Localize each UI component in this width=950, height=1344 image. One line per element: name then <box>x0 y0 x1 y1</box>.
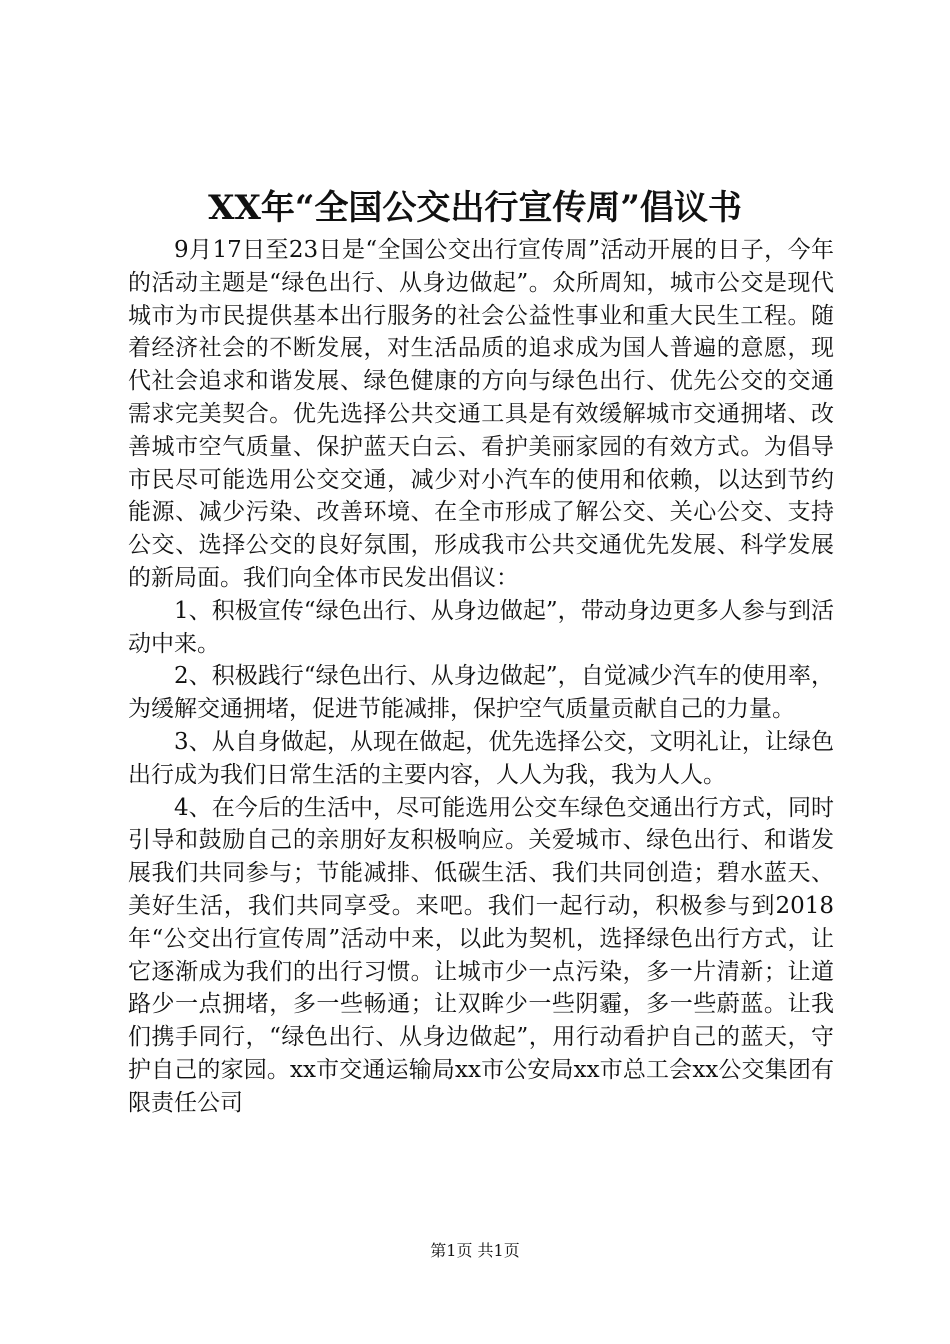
paragraph-item-2: 2、积极践行“绿色出行、从身边做起”，自觉减少汽车的使用率，为缓解交通拥堵，促进节能减排，保护空气质量贡献自己的力量。 <box>128 663 834 723</box>
paragraph-intro: 9月17日至23日是“全国公交出行宣传周”活动开展的日子，今年的活动主题是“绿色出行、从身边做起”。众所周知，城市公交是现代城市为市民提供基本出行服务的社会公益性事业和重大民生工程。随着经济社会的不断发展，对生活品质的追求成为国人普遍的意愿，现代社会追求和谐发展、绿色健康的方向与绿色出行、优先公交的交通需求完美契合。优先选择公共交通工具是有效缓解城市交通拥堵、改善城市空气质量、保护蓝天白云、看护美丽家园的有效方式。为倡导市民尽可能选用公交交通，减少对小汽车的使用和依赖，以达到节约能源、减少污染、改善环境、在全市形成了解公交、关心公交、支持公交、选择公交的良好氛围，形成我市公共交通优先发展、科学发展的新局面。我们向全体市民发出倡议： <box>128 237 834 591</box>
paragraph-item-3: 3、从自身做起，从现在做起，优先选择公交，文明礼让，让绿色出行成为我们日常生活的主要内容，人人为我，我为人人。 <box>128 728 834 788</box>
page-number-footer: 第1页 共1页 <box>430 1241 520 1260</box>
paragraph-item-4: 4、在今后的生活中，尽可能选用公交车绿色交通出行方式，同时引导和鼓励自己的亲朋好友积极响应。关爱城市、绿色出行、和谐发展我们共同参与；节能减排、低碳生活、我们共同创造；碧水蓝天、美好生活，我们共同享受。来吧。我们一起行动，积极参与到2018年“公交出行宣传周”活动中来，以此为契机，选择绿色出行方式，让它逐渐成为我们的出行习惯。让城市少一点污染，多一片清新；让道路少一点拥堵，多一些畅通；让双眸少一些阴霾，多一些蔚蓝。让我们携手同行，“绿色出行、从身边做起”，用行动看护自己的蓝天，守护自己的家园。xx市交通运输局xx市公安局xx市总工会xx公交集团有限责任公司 <box>128 794 834 1116</box>
paragraph-item-1: 1、积极宣传“绿色出行、从身边做起”，带动身边更多人参与到活动中来。 <box>128 597 834 657</box>
document-body <box>128 234 834 1120</box>
document-title: XX年“全国公交出行宣传周”倡议书 <box>208 188 742 228</box>
